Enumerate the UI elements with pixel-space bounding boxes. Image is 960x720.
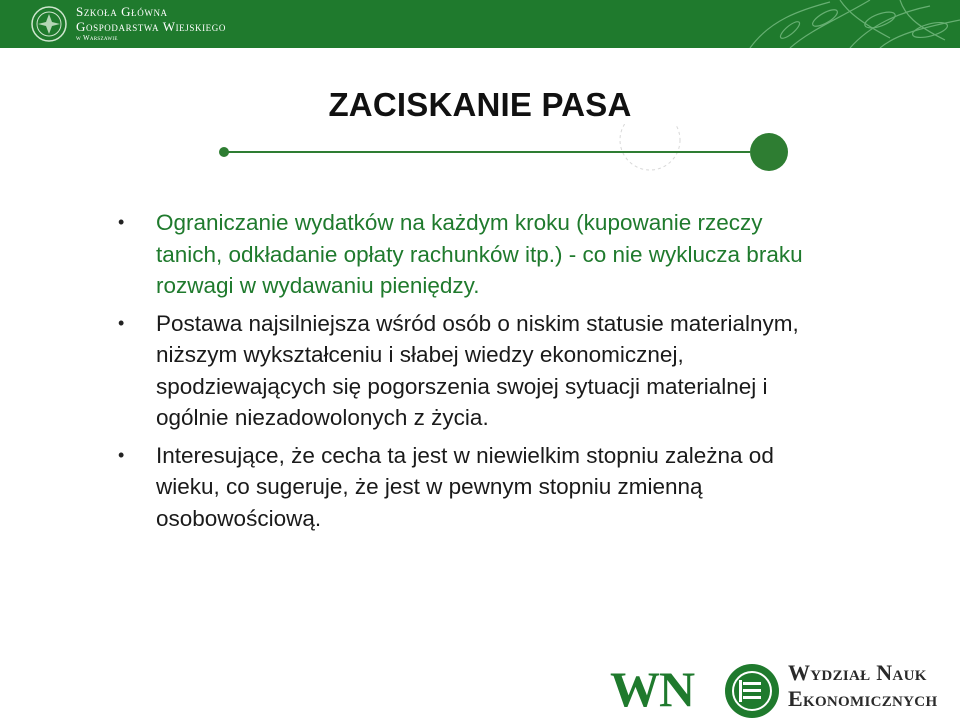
bullet-item [118, 207, 818, 302]
logo-letters: WN [610, 661, 695, 717]
faculty-logo [610, 658, 950, 718]
university-name-line3: w Warszawie [76, 34, 118, 42]
title-divider [210, 124, 800, 184]
bullet-text: Interesujące, że cecha ta jest w niewielkim stopniu zależna od wieku, co sugeruje, że jest w pewnym stopniu zmienną osobowościową. [156, 442, 774, 531]
bullet-text: Ograniczanie wydatków na każdym kroku (kupowanie rzeczy tanich, odkładanie opłaty rachunków itp.) - co nie wyklucza braku rozwagi w wydawaniu pieniędzy. [156, 210, 803, 298]
faculty-name [788, 660, 937, 712]
university-name-line2: Gospodarstwa Wiejskiego [76, 19, 226, 34]
bullet-item [118, 308, 818, 434]
university-crest-icon [30, 5, 68, 43]
faculty-name-line1: Wydział Nauk [788, 660, 927, 685]
university-name [76, 5, 226, 44]
leaf-ornament-icon [730, 0, 960, 48]
faculty-name-line2: Ekonomicznych [788, 686, 938, 711]
bullet-item [118, 440, 818, 535]
slide-title: ZACISKANIE PASA [328, 86, 632, 123]
bullet-marker: • [118, 312, 125, 333]
bullet-list [118, 207, 818, 540]
university-name-line1: Szkoła Główna [76, 4, 168, 19]
header-band [0, 0, 960, 48]
faculty-badge-icon [723, 662, 781, 720]
bullet-marker: • [118, 212, 125, 232]
bullet-marker: • [118, 444, 125, 465]
bullet-text: Postawa najsilniejsza wśród osób o niskim statusie materialnym, niższym wykształceniu i słabej wiedzy ekonomicznej, spodziewających się pogorszenia swojej sytuacji materialnej i ogólnie niezadowolonych z życia. [156, 310, 799, 430]
